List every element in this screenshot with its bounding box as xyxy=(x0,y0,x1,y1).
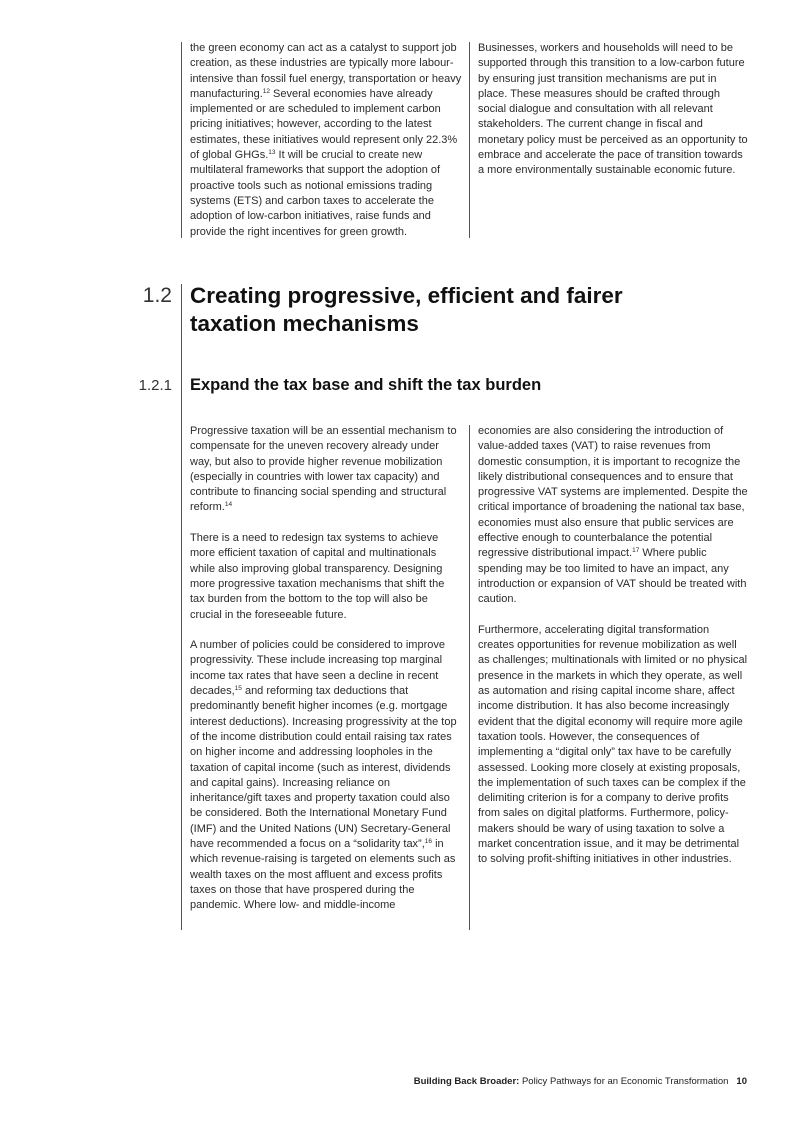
paragraph xyxy=(190,638,462,913)
page-footer xyxy=(414,1076,747,1087)
paragraph xyxy=(478,41,748,179)
footnote-ref[interactable]: 15 xyxy=(234,685,242,693)
body-left-column xyxy=(190,424,462,914)
top-left-rule xyxy=(181,42,182,238)
section-rule xyxy=(181,284,182,930)
paragraph-text: Progressive taxation will be an essential mechanism to compensate for the uneven recovery already under way, but also to provide higher revenue mobilization (especially in countries with lower tax capacity) and contribute to financing social spending and structural reform. xyxy=(190,425,457,514)
footnote-ref[interactable]: 14 xyxy=(224,501,233,509)
subsection-title: Expand the tax base and shift the tax burden xyxy=(190,376,542,394)
section-title: Creating progressive, efficient and fairer taxation mechanisms xyxy=(190,283,623,336)
paragraph xyxy=(478,623,748,868)
paragraph xyxy=(190,41,462,240)
top-left-column xyxy=(190,41,462,240)
page-number: 10 xyxy=(736,1076,747,1087)
paragraph-text: the green economy can act as a catalyst to support job creation, as these industries are typically more labour-intensive than fossil fuel energy, transportation or heavy manufacturing. xyxy=(190,42,462,100)
paragraph-text: and reforming tax deductions that predominantly benefit higher incomes (e.g. mortgage interest deductions). Increasing progressivity at the top of the income distribution could entail raising tax rates on higher income and addressing loopholes in the taxation of capital income (such as interest, dividends and capital gains). Increasing reliance on inheritance/gift taxes and property taxation could also be considered. Both the International Monetary Fund (IMF) and the United Nations (UN) Secretary-General have recommended a focus on a “solidarity tax”, xyxy=(190,685,457,851)
body-mid-rule xyxy=(469,425,470,930)
footer-title-bold: Building Back Broader: xyxy=(413,1076,520,1087)
paragraph-text: Several economies have already implemented or are scheduled to implement carbon pricing initiatives; however, according to the latest estimates, these initiatives would represent only 22.3% of global GHGs. xyxy=(190,87,458,162)
footnote-ref[interactable]: 16 xyxy=(424,838,433,846)
footnote-ref[interactable]: 17 xyxy=(632,547,640,555)
subsection-number: 1.2.1 xyxy=(138,377,172,394)
paragraph-text: in which revenue-raising is targeted on elements such as wealth taxes on the most affluent and excess profits taxes on those that have prospered during the pandemic. Where low- and middle-income xyxy=(190,838,456,912)
paragraph-text: Furthermore, accelerating digital transformation creates opportunities for revenue mobilization as well as challenges; multinationals with limited or no physical presence in the markets in which they operate, as well as automation and rising capital income share, affect income distribution. It has also become increasingly evident that the digital economy will require more agile taxation tools. However, the consequences of implementing a “digital only” tax have to be carefully assessed. Looking more closely at existing proposals, the implementation of such taxes can be complex if the delimiting criterion is for a company to derive profits from sales on digital platforms. Furthermore, policy-makers should be wary of using taxation to solve a market concentration issue, and it may be detrimental to solving profit-shifting initiatives in other industries. xyxy=(478,623,748,866)
top-right-column xyxy=(478,41,748,179)
footnote-ref[interactable]: 13 xyxy=(268,149,276,157)
paragraph-text: Businesses, workers and households will need to be supported through this transition to a low-carbon future by ensuring just transition mechanisms are put in place. These measures should be crafted through social dialogue and consultation with all relevant stakeholders. The current change in fiscal and monetary policy must be perceived as an opportunity to embrace and accelerate the pace of transition towards a more environmentally sustainable economic future. xyxy=(478,42,748,177)
paragraph xyxy=(478,424,748,608)
paragraph-text: There is a need to redesign tax systems to achieve more efficient taxation of capital and multinationals while also improving global transparency. Designing more progressive taxation mechanisms that shift the tax burden from the bottom to the top will also be crucial in the foreseeable future. xyxy=(190,532,445,621)
paragraph-text: A number of policies could be considered to improve progressivity. These include increasing top marginal income tax rates that have seen a decline in recent decades, xyxy=(190,639,445,698)
paragraph-text: It will be crucial to create new multilateral frameworks that support the adoption of proactive tools such as notional emissions trading systems (ETS) and carbon taxes to accelerate the adoption of low-carbon initiatives, raise funds and provide the right incentives for green growth. xyxy=(190,149,441,238)
footer-title-rest: Policy Pathways for an Economic Transformation xyxy=(519,1076,729,1087)
paragraph xyxy=(190,424,462,516)
paragraph-text: economies are also considering the introduction of value-added taxes (VAT) to raise revenues from domestic consumption, it is important to recognize the likely distributional consequences and to ensure that progressive VAT systems are implemented. Despite the critical importance of broadening the national tax base, economies must also ensure that public services are effective enough to counterbalance the potential regressive distributional impact. xyxy=(478,425,748,560)
paragraph xyxy=(190,531,462,623)
footnote-ref[interactable]: 12 xyxy=(262,87,270,95)
section-number: 1.2 xyxy=(142,284,172,307)
top-mid-rule xyxy=(469,42,470,238)
paragraph-text: Where public spending may be too limited to have an impact, any introduction or expansion of VAT should be treated with caution. xyxy=(478,547,747,606)
body-right-column xyxy=(478,424,748,868)
